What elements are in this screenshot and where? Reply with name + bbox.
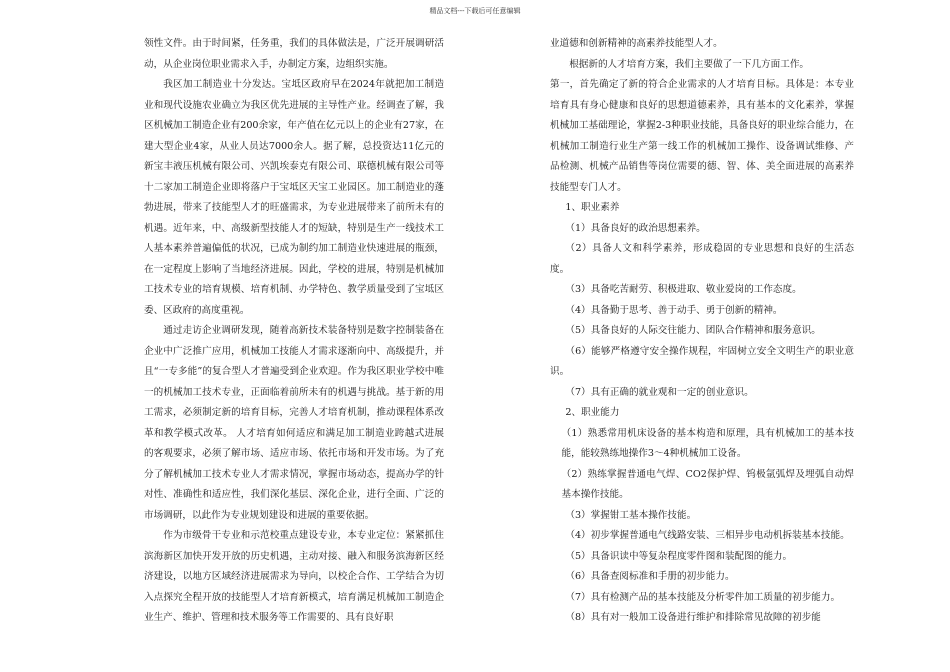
paragraph: 业道德和创新精神的高素养技能型人才。 — [550, 38, 723, 49]
paragraph: （1）具备良好的政治思想素养。 — [565, 222, 706, 234]
paragraph: 通过走访企业调研发现，随着高新技术装备特别是数字控制装备在企业中广泛推广应用，机械加工技能人才需求逐渐向中、高级提升，并且“一专多能”的复合型人才普遍受到企业欢迎。作为我区职业学校中唯一的机械加工技术专业，正面临着前所未有的机遇与挑战。基于新的用工需求，必须制定新的培育目标，完善人才培育机制，推动课程体系改革和教学模式改革。 人才培育如何适应和满足加工制造业跨越式进展的客观要求，必须了解市场、适应市场、依托市场和开发市场。为了充分了解机械加工技术专业人才需求情况，掌握市场动态，提高办学的针对性、准确性和适应性，我们深化基层、深化企业，进行全面、广泛的市场调研，以此作为专业规划建设和进展的重要依据。 — [144, 325, 444, 521]
paragraph: 1、职业素养 — [565, 202, 620, 213]
paragraph: （1）熟悉常用机床设备的基本构造和原理，具有机械加工的基本技能，能较熟练地操作3～4种机械加工设备。 — [561, 427, 854, 459]
paragraph: 第一，首先确定了新的符合企业需求的人才培育目标。具体是：本专业培育具有身心健康和良好的思想道德素养，具有基本的文化素养，掌握机械加工基础理论，掌握2-3种职业技能，具备良好的职业综合能力，在机械加工制造行业生产第一线工作的机械加工操作、设备调试维修、产品检测、机械产品销售等岗位需要的德、智、体、美全面进展的高素养技能型专门人才。 — [550, 79, 854, 193]
paragraph: （5）具备识读中等复杂程度零件图和装配图的能力。 — [565, 550, 793, 562]
left-column — [144, 34, 444, 629]
paragraph: （8）具有对一般加工设备进行维护和排除常见故障的初步能 — [565, 612, 821, 623]
paragraph: （4）具备勤于思考、善于动手、勇于创新的精神。 — [565, 304, 783, 316]
paragraph: （6）能够严格遵守安全操作规程，牢固树立安全文明生产的职业意识。 — [550, 345, 854, 377]
paragraph: （2）具备人文和科学素养，形成稳固的专业思想和良好的生活态度。 — [550, 243, 854, 275]
paragraph: （7）具有正确的就业观和一定的创业意识。 — [565, 386, 754, 398]
paragraph: 我区加工制造业十分发达。宝坻区政府早在2024年就把加工制造业和现代设施农业确立为我区优先进展的主导性产业。经调查了解，我区机械加工制造企业有200余家，年产值在亿元以上的企业有27家，在建大型企业4家，从业人员达7000余人。据了解，总投资达11亿元的新宝丰液压机械有限公司、兴凯埃泰克有限公司、联德机械有限公司等十二家加工制造企业即将落户于宝坻区天宝工业园区。加工制造业的蓬勃进展，带来了技能型人才的旺盛需求，为专业进展带来了前所未有的机遇。近年来，中、高级新型技能人才的短缺，特别是生产一线技术工人基本素养普遍偏低的状况，已成为制约加工制造业快速进展的瓶颈，在一定程度上影响了当地经济进展。因此，学校的进展，特别是机械加工技术专业的培育规模、培育机制、办学特色、教学质量受到了宝坻区委、区政府的高度重视。 — [144, 79, 444, 316]
paragraph: （4）初步掌握普通电气线路安装、三相异步电动机拆装基本技能。 — [565, 530, 850, 541]
paragraph: 领性文件。由于时间紧，任务重，我们的具体做法是，广泛开展调研活动，从企业岗位职业需求入手，办制定方案，边组织实施。 — [144, 38, 444, 70]
page-header: 精品文档---下载后可任意编辑 — [429, 7, 521, 15]
paragraph: 作为市级骨干专业和示范校重点建设专业，本专业定位：紧紧抓住滨海新区加快开发开放的历史机遇，主动对接、融入和服务滨海新区经济建设，以地方区域经济进展需求为导向，以校企合作、工学结合为切入点探究全程开放的技能型人才培育新模式，培育满足机械加工制造企业生产、维护、管理和技术服务等工作需要的、具有良好职 — [144, 530, 444, 623]
paragraph: （7）具有检测产品的基本技能及分析零件加工质量的初步能力。 — [565, 591, 841, 603]
paragraph: （3）掌握钳工基本操作技能。 — [565, 509, 697, 521]
paragraph: （3）具备吃苦耐劳、积极进取、敬业爱岗的工作态度。 — [565, 284, 802, 295]
paragraph: （5）具备良好的人际交往能力、团队合作精神和服务意识。 — [565, 325, 821, 336]
paragraph: （6）具备查阅标准和手册的初步能力。 — [565, 571, 735, 582]
paragraph: 2、职业能力 — [565, 407, 620, 418]
paragraph: （2）熟练掌握普通电气焊、CO2保护焊、钨极氩弧焊及埋弧自动焊基本操作技能。 — [561, 468, 854, 500]
right-column — [550, 34, 854, 629]
paragraph: 根据新的人才培育方案，我们主要做了一下几方面工作。 — [569, 58, 810, 70]
